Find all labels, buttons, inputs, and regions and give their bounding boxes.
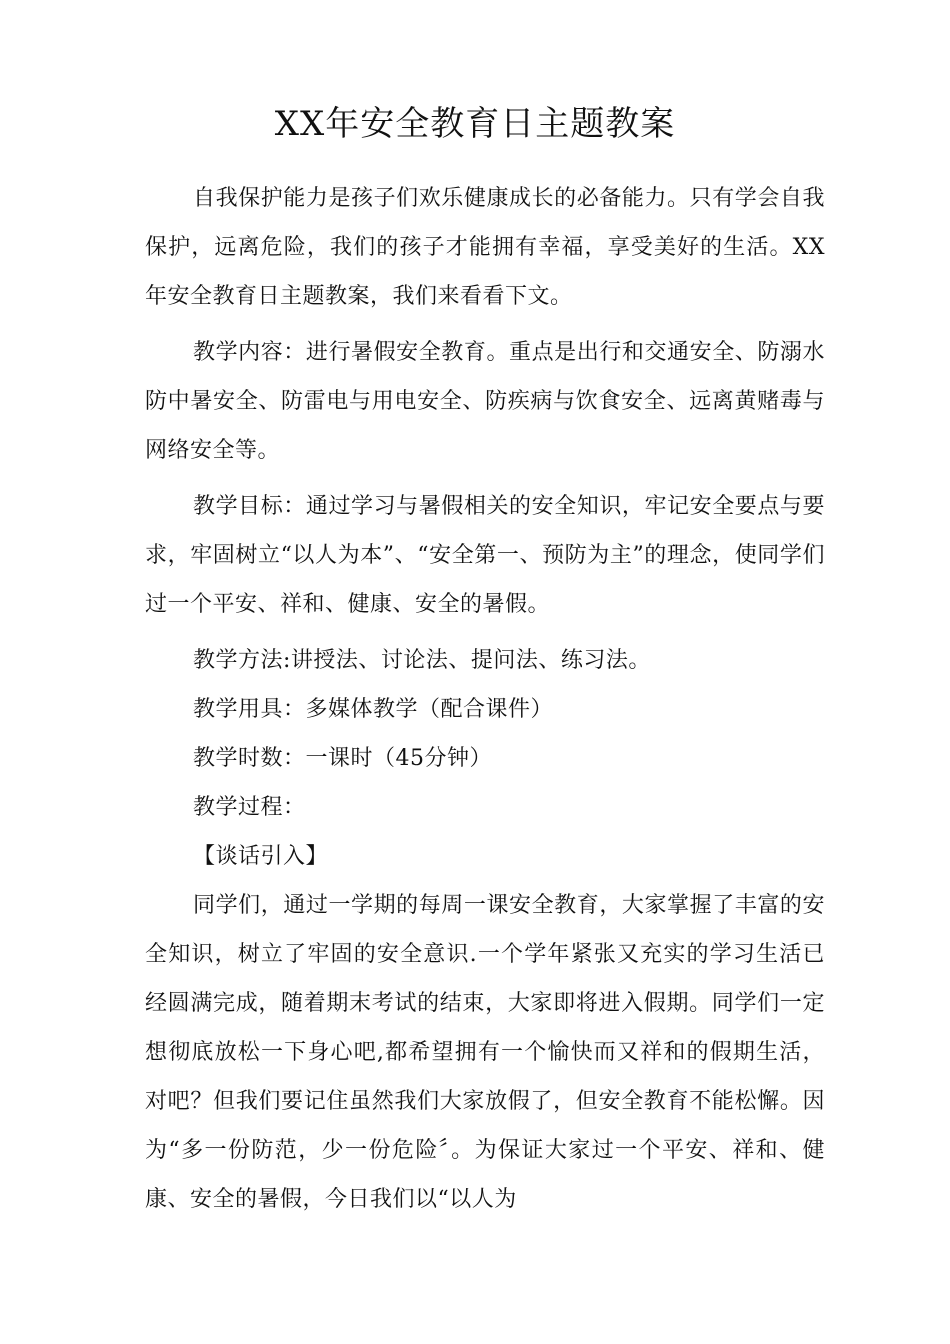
paragraph-teaching-method: 教学方法:讲授法、讨论法、提问法、练习法。	[193, 648, 651, 673]
paragraph-talk-intro: 同学们，通过一学期的每周一课安全教育，大家掌握了丰富的安全知识，树立了牢固的安全意识.一个学年紧张又充实的学习生活已经圆满完成，随着期末考试的结束，大家即将进入假期。同学们一定想彻底放松一下身心吧,都希望拥有一个愉快而又祥和的假期生活，对吧？但我们要记住虽然我们大家放假了，但安全教育不能松懈。因为“多一份防范，少一份危险〞。为保证大家过一个平安、祥和、健康、安全的暑假，今日我们以“以人为	[145, 893, 825, 1212]
paragraph-teaching-tools: 教学用具：多媒体教学（配合课件）	[193, 697, 554, 722]
document-body	[145, 174, 825, 1231]
paragraph-intro: 自我保护能力是孩子们欢乐健康成长的必备能力。只有学会自我保护，远离危险，我们的孩子才能拥有幸福，享受美好的生活。XX年安全教育日主题教案，我们来看看下文。	[145, 186, 825, 309]
paragraph-teaching-hours: 教学时数：一课时（45分钟）	[193, 746, 492, 771]
section-heading-intro: 【谈话引入】	[193, 844, 329, 869]
paragraph-teaching-process: 教学过程：	[193, 795, 306, 820]
paragraph-teaching-goal: 教学目标：通过学习与暑假相关的安全知识，牢记安全要点与要求，牢固树立“以人为本”、“安全第一、预防为主”的理念，使同学们过一个平安、祥和、健康、安全的暑假。	[145, 494, 825, 617]
document-title: XX年安全教育日主题教案	[274, 104, 676, 144]
paragraph-teaching-content: 教学内容：进行暑假安全教育。重点是出行和交通安全、防溺水防中暑安全、防雷电与用电安全、防疾病与饮食安全、远离黄赌毒与网络安全等。	[145, 340, 825, 463]
